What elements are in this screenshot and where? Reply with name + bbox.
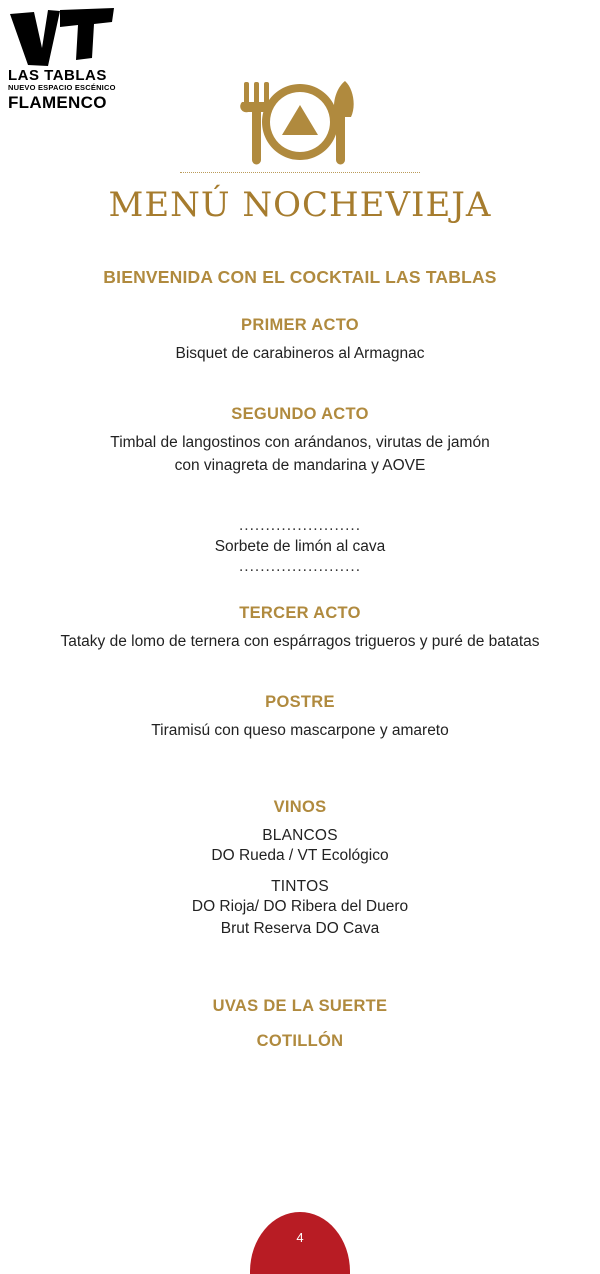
- logo-line-flamenco: FLAMENCO: [8, 92, 107, 112]
- wine-line: Brut Reserva DO Cava: [220, 920, 380, 938]
- section-line: Tiramisú con queso mascarpone y amareto: [151, 721, 449, 739]
- section-heading-primer-acto: PRIMER ACTO: [241, 316, 359, 334]
- wine-line: DO Rueda / VT Ecológico: [211, 847, 389, 865]
- section-heading-cotillon: COTILLÓN: [256, 1031, 344, 1050]
- page-title: MENÚ NOCHEVIEJA: [108, 185, 492, 225]
- section-line-1: Timbal de langostinos con arándanos, virutas de jamón: [110, 434, 490, 452]
- wine-group-tintos: [0, 878, 600, 941]
- sorbet-dots-top: .......................: [238, 517, 362, 535]
- logo-line-espacio: NUEVO ESPACIO ESCÉNICO: [8, 83, 116, 92]
- section-heading-tercer-acto: TERCER ACTO: [239, 603, 361, 622]
- section-heading-vinos: VINOS: [273, 798, 327, 817]
- section-line: [0, 432, 600, 477]
- sorbet-line: Sorbete de limón al cava: [214, 538, 386, 556]
- section-heading-segundo-acto: SEGUNDO ACTO: [231, 405, 369, 424]
- section-heading-postre: POSTRE: [265, 692, 335, 711]
- welcome-line: BIENVENIDA CON EL COCKTAIL LAS TABLAS: [103, 267, 497, 287]
- section-line: Bisquet de carabineros al Armagnac: [175, 345, 425, 362]
- section-line: Tataky de lomo de ternera con espárragos trigueros y puré de batatas: [60, 632, 540, 650]
- sorbet-dots-bottom: .......................: [238, 558, 362, 576]
- wine-group-blancos: [0, 827, 600, 867]
- wine-group-label: TINTOS: [271, 877, 329, 895]
- plate-fork-knife-icon: [0, 78, 600, 168]
- logo-line-las-tablas: LAS TABLAS: [8, 67, 107, 84]
- section-heading-uvas: UVAS DE LA SUERTE: [212, 996, 388, 1015]
- page-number-badge: 4: [250, 1212, 350, 1274]
- wine-group-label: BLANCOS: [262, 827, 338, 845]
- section-line-2: con vinagreta de mandarina y AOVE: [174, 456, 426, 474]
- divider-dotted: [180, 172, 420, 173]
- wine-line: DO Rioja/ DO Ribera del Duero: [191, 897, 409, 915]
